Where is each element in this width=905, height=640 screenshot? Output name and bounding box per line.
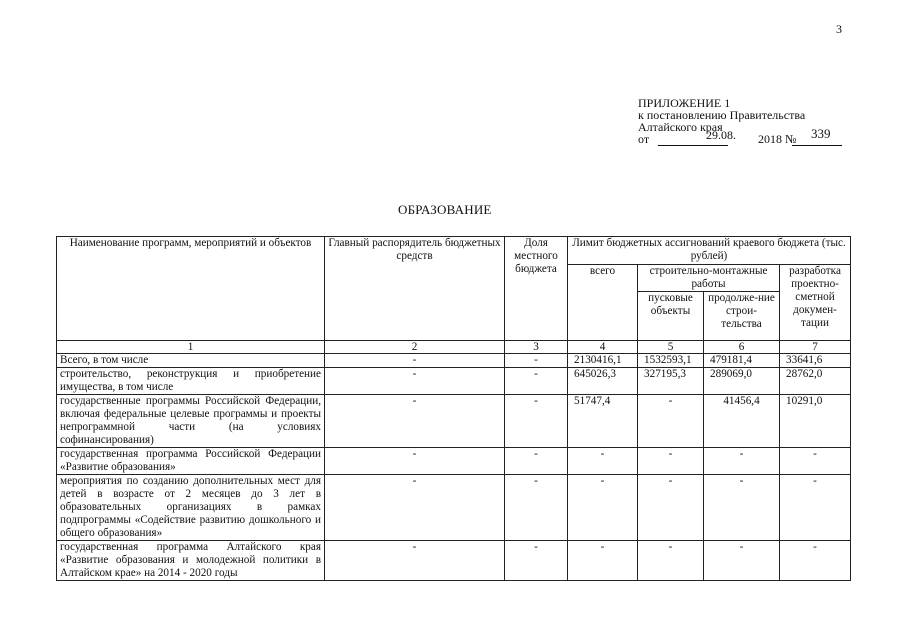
row-startup: 327195,3 bbox=[638, 368, 704, 395]
header-limit: Лимит бюджетных ассигнований краевого бюджета (тыс. рублей) bbox=[568, 237, 851, 265]
row-design: 28762,0 bbox=[780, 368, 851, 395]
header-construction: строительно-монтажные работы bbox=[638, 265, 780, 292]
row-name: государственная программа Алтайского края «Развитие образования и молодежной политики в Алтайском крае» на 2014 - 2020 годы bbox=[57, 541, 325, 581]
row-local-share: - bbox=[505, 354, 568, 368]
header-startup: пусковые объекты bbox=[638, 292, 704, 341]
row-total: - bbox=[568, 541, 638, 581]
row-design: 10291,0 bbox=[780, 395, 851, 448]
row-local-share: - bbox=[505, 448, 568, 475]
page-number: 3 bbox=[836, 22, 842, 36]
table-row bbox=[57, 395, 851, 448]
table-row bbox=[57, 354, 851, 368]
section-title: ОБРАЗОВАНИЕ bbox=[398, 202, 492, 217]
table-row bbox=[57, 541, 851, 581]
header-local-share: Доля местного бюджета bbox=[505, 237, 568, 341]
header-total: всего bbox=[568, 265, 638, 341]
row-design: - bbox=[780, 541, 851, 581]
row-total: 645026,3 bbox=[568, 368, 638, 395]
table-row bbox=[57, 475, 851, 541]
appendix-line-2: к постановлению Правительства bbox=[638, 108, 806, 122]
row-startup: - bbox=[638, 541, 704, 581]
column-number: 2 bbox=[325, 341, 505, 354]
row-design: - bbox=[780, 475, 851, 541]
appendix-number: 339 bbox=[811, 126, 831, 141]
row-local-share: - bbox=[505, 541, 568, 581]
row-local-share: - bbox=[505, 475, 568, 541]
row-total: 2130416,1 bbox=[568, 354, 638, 368]
table-row bbox=[57, 448, 851, 475]
row-design: - bbox=[780, 448, 851, 475]
row-startup: - bbox=[638, 475, 704, 541]
row-startup: - bbox=[638, 448, 704, 475]
column-number: 4 bbox=[568, 341, 638, 354]
row-continuing: - bbox=[704, 448, 780, 475]
row-continuing: 479181,4 bbox=[704, 354, 780, 368]
number-underline bbox=[792, 145, 842, 146]
row-total: - bbox=[568, 448, 638, 475]
column-number: 5 bbox=[638, 341, 704, 354]
column-number: 1 bbox=[57, 341, 325, 354]
row-total: - bbox=[568, 475, 638, 541]
appendix-title: ПРИЛОЖЕНИЕ 1 bbox=[638, 96, 731, 110]
header-name: Наименование программ, мероприятий и объектов bbox=[57, 237, 325, 341]
row-name: мероприятия по созданию дополнительных мест для детей в возрасте от 2 месяцев до 3 лет в образовательных организациях в рамках подпрограммы «Содействие развитию дошкольного и общего образования» bbox=[57, 475, 325, 541]
row-local-share: - bbox=[505, 368, 568, 395]
column-number: 3 bbox=[505, 341, 568, 354]
row-continuing: 41456,4 bbox=[704, 395, 780, 448]
header-row bbox=[57, 237, 851, 265]
row-administrator: - bbox=[325, 354, 505, 368]
row-administrator: - bbox=[325, 448, 505, 475]
appendix-date: 29.08. bbox=[706, 128, 736, 142]
header-design: разработка проектно-сметной докумен-тации bbox=[780, 265, 851, 341]
row-administrator: - bbox=[325, 541, 505, 581]
appendix-year-label: 2018 № bbox=[758, 132, 797, 146]
row-continuing: - bbox=[704, 475, 780, 541]
date-underline bbox=[658, 145, 728, 146]
column-number: 7 bbox=[780, 341, 851, 354]
row-name: государственная программа Российской Федерации «Развитие образования» bbox=[57, 448, 325, 475]
row-name: строительство, реконструкция и приобретение имущества, в том числе bbox=[57, 368, 325, 395]
row-startup: - bbox=[638, 395, 704, 448]
header-administrator: Главный распорядитель бюджетных средств bbox=[325, 237, 505, 341]
column-number: 6 bbox=[704, 341, 780, 354]
row-design: 33641,6 bbox=[780, 354, 851, 368]
appendix-prefix: от bbox=[638, 132, 650, 146]
row-name: государственные программы Российской Федерации, включая федеральные целевые программы и проекты непрограммной части (на условиях софинансирования) bbox=[57, 395, 325, 448]
budget-table bbox=[56, 236, 851, 581]
appendix-block bbox=[638, 97, 868, 149]
row-administrator: - bbox=[325, 368, 505, 395]
header-continuing: продолже-ние строи-тельства bbox=[704, 292, 780, 341]
row-continuing: - bbox=[704, 541, 780, 581]
row-startup: 1532593,1 bbox=[638, 354, 704, 368]
appendix-line-3: Алтайского края bbox=[638, 120, 723, 134]
row-administrator: - bbox=[325, 475, 505, 541]
row-local-share: - bbox=[505, 395, 568, 448]
row-total: 51747,4 bbox=[568, 395, 638, 448]
table-row bbox=[57, 368, 851, 395]
row-continuing: 289069,0 bbox=[704, 368, 780, 395]
row-administrator: - bbox=[325, 395, 505, 448]
column-numbers-row bbox=[57, 341, 851, 354]
row-name: Всего, в том числе bbox=[57, 354, 325, 368]
